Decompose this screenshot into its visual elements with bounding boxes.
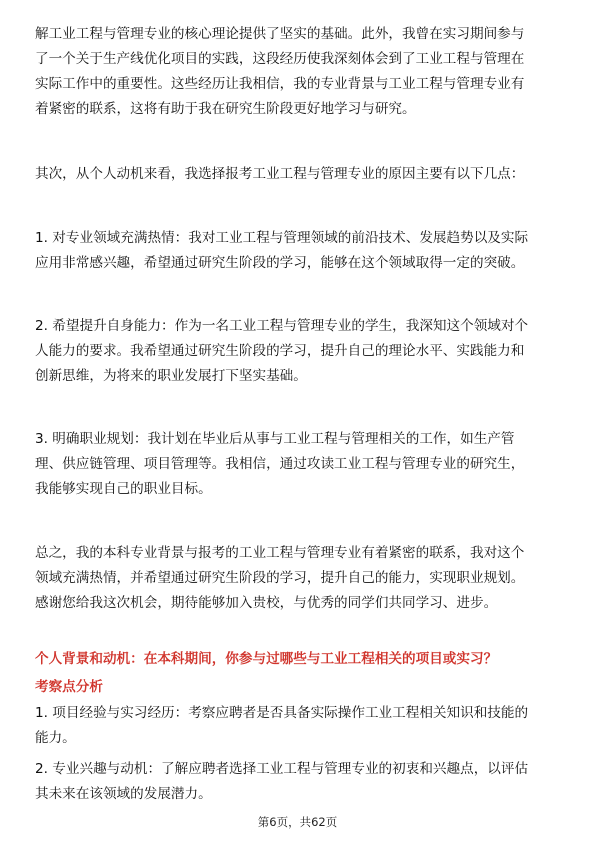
analysis-heading: [35, 675, 563, 700]
text-line: 创新思维，为将来的职业发展打下坚实基础。: [35, 368, 307, 384]
paragraph-conclusion: [35, 541, 563, 616]
text-line: 我能够实现自己的职业目标。: [35, 481, 212, 497]
text-line: 应用非常感兴趣，希望通过研究生阶段的学习，能够在这个领域取得一定的突破。: [35, 255, 525, 271]
text-line: 其次，从个人动机来看，我选择报考工业工程与管理专业的原因主要有以下几点：: [35, 166, 525, 182]
text-line: 着紧密的联系，这将有助于我在研究生阶段更好地学习与研究。: [35, 101, 416, 117]
text-line: 了一个关于生产线优化项目的实践，这段经历使我深刻体会到了工业工程与管理在: [35, 51, 525, 67]
analysis-heading-text: 考察点分析: [35, 679, 103, 695]
paragraph-point-3: [35, 427, 563, 502]
text-line: 3. 明确职业规划：我计划在毕业后从事与工业工程与管理相关的工作，如生产管: [35, 431, 515, 447]
analysis-item-1: [35, 701, 563, 751]
paragraph-point-2: [35, 314, 563, 389]
analysis-item-2: [35, 757, 563, 807]
paragraph-motivation-intro: [35, 162, 563, 187]
text-line: 1. 对专业领域充满热情：我对工业工程与管理领域的前沿技术、发展趋势以及实际: [35, 230, 529, 246]
text-line: 1. 项目经验与实习经历：考察应聘者是否具备实际操作工业工程相关知识和技能的: [35, 705, 529, 721]
text-line: 总之，我的本科专业背景与报考的工业工程与管理专业有着紧密的联系，我对这个: [35, 545, 525, 561]
text-line: 实际工作中的重要性。这些经历让我相信，我的专业背景与工业工程与管理专业有: [35, 76, 525, 92]
paragraph-point-1: [35, 226, 563, 276]
text-line: 2. 希望提升自身能力：作为一名工业工程与管理专业的学生，我深知这个领域对个: [35, 318, 529, 334]
paragraph-background: [35, 22, 563, 122]
text-line: 能力。: [35, 730, 76, 746]
text-line: 2. 专业兴趣与动机：了解应聘者选择工业工程与管理专业的初衷和兴趣点，以评估: [35, 761, 529, 777]
text-line: 理、供应链管理、项目管理等。我相信，通过攻读工业工程与管理专业的研究生，: [35, 456, 525, 472]
text-line: 解工业工程与管理专业的核心理论提供了坚实的基础。此外，我曾在实习期间参与: [35, 26, 525, 42]
text-line: 领域充满热情，并希望通过研究生阶段的学习，提升自己的能力，实现职业规划。: [35, 570, 525, 586]
text-line: 人能力的要求。我希望通过研究生阶段的学习，提升自己的理论水平、实践能力和: [35, 343, 525, 359]
question-heading: [35, 647, 563, 672]
text-line: 其未来在该领域的发展潜力。: [35, 786, 212, 802]
page-number: 第6页，共62页: [257, 815, 338, 829]
text-line: 感谢您给我这次机会，期待能够加入贵校，与优秀的同学们共同学习、进步。: [35, 595, 498, 611]
question-text: 个人背景和动机：在本科期间，你参与过哪些与工业工程相关的项目或实习？: [35, 651, 498, 667]
